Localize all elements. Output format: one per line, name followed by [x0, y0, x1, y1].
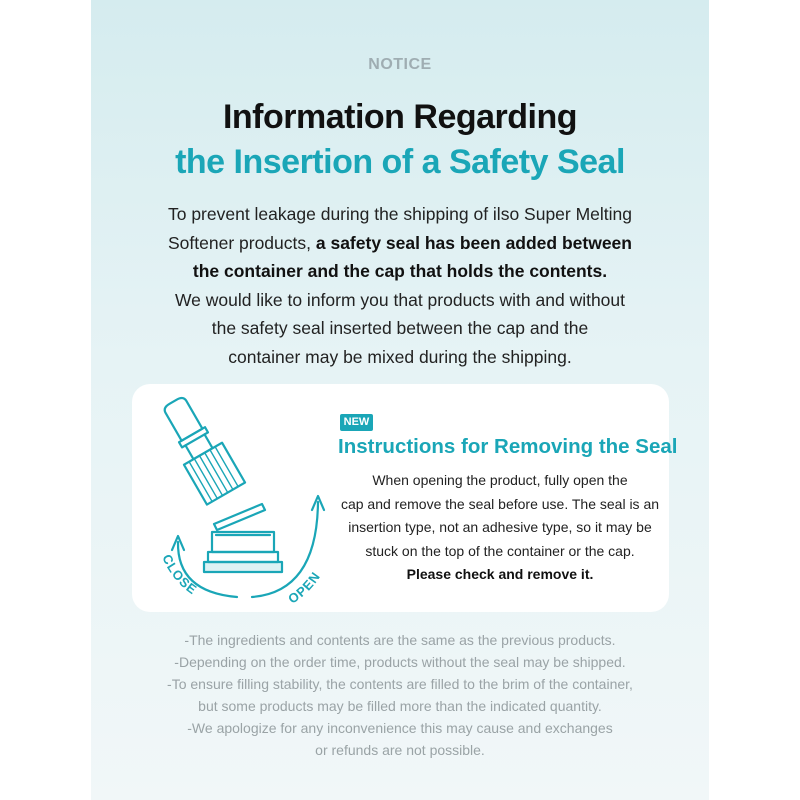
footnote-line: -Depending on the order time, products without the seal may be shipped.	[174, 654, 626, 671]
new-badge: NEW	[340, 414, 373, 431]
footnotes	[91, 629, 709, 762]
instructions-card	[132, 384, 678, 612]
notice-label: NOTICE	[368, 56, 432, 73]
card-body-strong: Please check and remove it.	[406, 566, 594, 582]
intro-line-2-plain: Softener products,	[168, 232, 316, 253]
page-title-line-1: Information Regarding	[222, 98, 578, 136]
open-label: OPEN	[285, 568, 324, 607]
intro-line-5: the safety seal inserted between the cap and the	[211, 318, 589, 339]
footnote-line: -The ingredients and contents are the same as the previous products.	[184, 632, 616, 648]
page-title-line-2: the Insertion of a Safety Seal	[175, 143, 625, 181]
intro-line-6: container may be mixed during the shipping.	[228, 346, 572, 367]
card-body-line: stuck on the top of the container or the cap.	[365, 542, 635, 559]
footnote-line: but some products may be filled more than the indicated quantity.	[198, 698, 602, 715]
footnote-line: -We apologize for any inconvenience this may cause and exchanges	[187, 720, 613, 737]
seal-removal-illustration	[142, 392, 332, 607]
intro-line-3-bold: the container and the cap that holds the contents.	[192, 261, 608, 282]
close-label: CLOSE	[159, 551, 201, 598]
svg-text:OPEN	[285, 569, 323, 607]
container-icon	[204, 504, 282, 572]
card-title: Instructions for Removing the Seal	[338, 435, 678, 458]
footnote-line: or refunds are not possible.	[315, 742, 485, 759]
intro-line-3	[111, 257, 689, 286]
intro-paragraph	[111, 200, 689, 372]
card-body	[330, 469, 670, 587]
card-body-line: insertion type, not an adhesive type, so it may be	[348, 519, 652, 535]
intro-line-1: To prevent leakage during the shipping of ilso Super Melting	[167, 204, 633, 224]
intro-line-2-bold: a safety seal has been added between	[315, 232, 632, 253]
footnote-line: -To ensure filling stability, the contents are filled to the brim of the container,	[167, 676, 633, 693]
card-body-line: When opening the product, fully open the	[372, 472, 628, 488]
intro-line-2	[111, 229, 689, 258]
card-body-line: cap and remove the seal before use. The seal is an	[340, 495, 660, 512]
notice-panel	[91, 0, 709, 800]
intro-line-4: We would like to inform you that products with and without	[174, 289, 626, 310]
dropper-icon	[154, 392, 245, 505]
